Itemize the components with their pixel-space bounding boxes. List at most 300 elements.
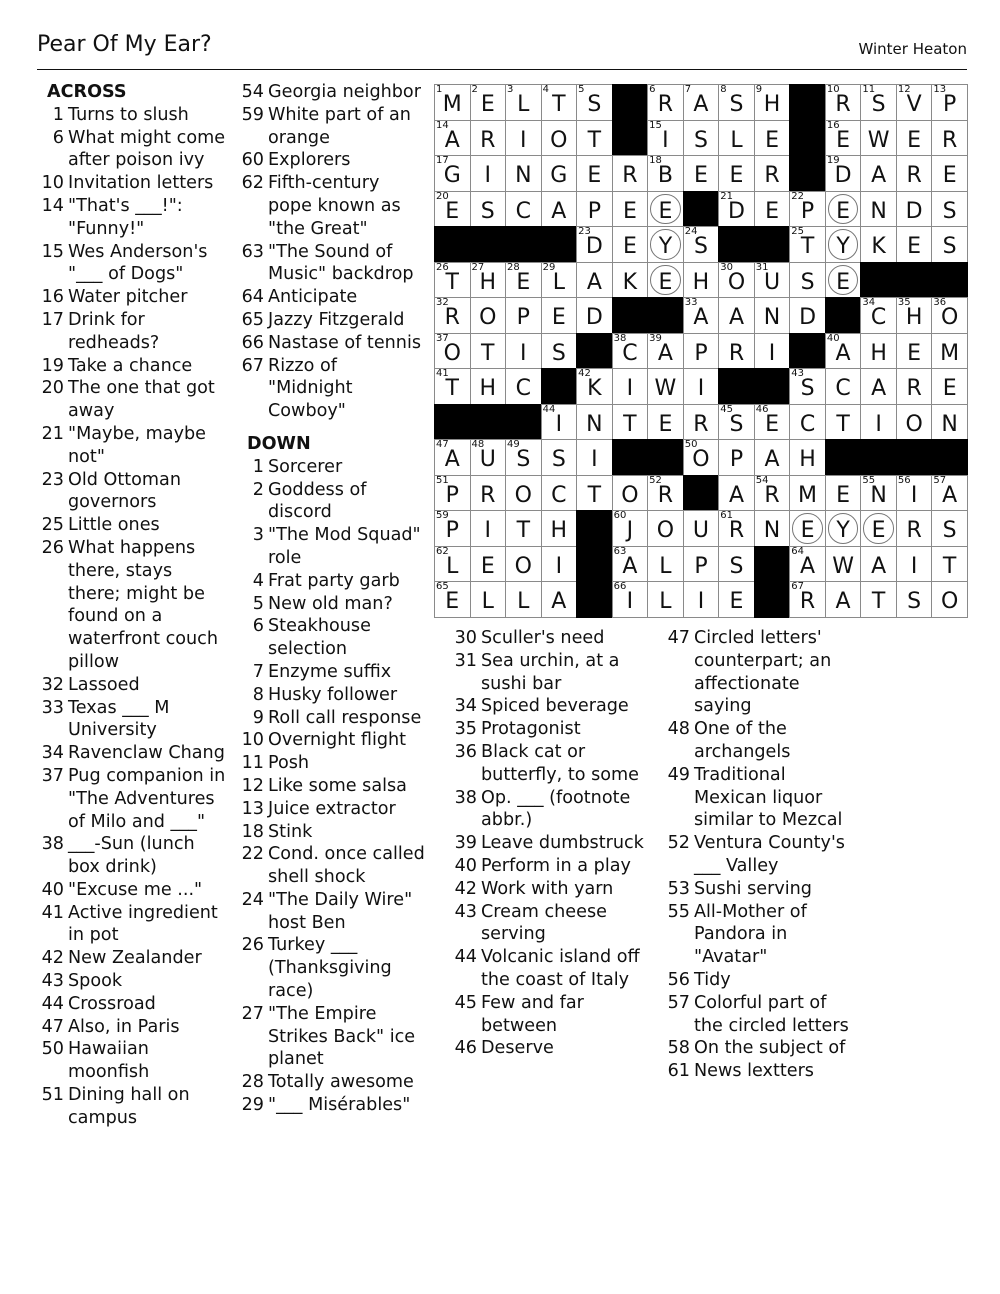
grid-cell[interactable] — [754, 191, 791, 228]
grid-cell[interactable] — [896, 581, 933, 618]
clue-item[interactable] — [237, 309, 427, 332]
grid-cell[interactable] — [718, 297, 755, 334]
grid-cell[interactable] — [612, 510, 649, 547]
cell-letter: A — [871, 163, 887, 189]
grid-cell[interactable] — [860, 475, 897, 512]
grid-cell[interactable] — [647, 333, 684, 370]
clue-item[interactable] — [37, 879, 229, 902]
grid-cell[interactable] — [860, 120, 897, 157]
grid-cell[interactable] — [647, 120, 684, 157]
grid-cell[interactable] — [505, 333, 542, 370]
grid-cell[interactable] — [683, 510, 720, 547]
clue-number: 66 — [241, 332, 264, 353]
grid-cell[interactable] — [718, 262, 755, 299]
grid-cell[interactable] — [718, 546, 755, 583]
grid-cell[interactable] — [647, 191, 684, 228]
grid-cell[interactable] — [789, 581, 826, 618]
grid-cell[interactable] — [683, 581, 720, 618]
grid-cell[interactable] — [718, 475, 755, 512]
grid-cell[interactable] — [434, 475, 471, 512]
grid-cell[interactable] — [896, 475, 933, 512]
grid-cell[interactable] — [612, 404, 649, 441]
clue-item[interactable] — [450, 650, 646, 696]
grid-cell[interactable] — [754, 155, 791, 192]
grid-cell[interactable] — [789, 475, 826, 512]
clue-item[interactable] — [37, 947, 229, 970]
clue-item[interactable] — [37, 241, 229, 287]
clue-item[interactable] — [37, 309, 229, 355]
cell-letter: R — [764, 163, 780, 189]
grid-cell[interactable] — [505, 546, 542, 583]
clue-item[interactable] — [237, 479, 427, 525]
clue-item[interactable] — [663, 1060, 855, 1083]
grid-cell[interactable] — [754, 120, 791, 157]
grid-cell[interactable] — [825, 333, 862, 370]
clue-item[interactable] — [37, 469, 229, 515]
clue-item[interactable] — [37, 423, 229, 469]
clue-item[interactable] — [450, 718, 646, 741]
clue-item[interactable] — [450, 627, 646, 650]
grid-cell[interactable] — [470, 333, 507, 370]
grid-cell[interactable] — [896, 155, 933, 192]
clue-item[interactable] — [237, 615, 427, 661]
grid-cell[interactable] — [541, 475, 578, 512]
grid-cell[interactable] — [825, 368, 862, 405]
grid-cell[interactable] — [576, 439, 613, 476]
clue-item[interactable] — [663, 718, 855, 764]
grid-cell[interactable] — [931, 581, 968, 618]
grid-cell[interactable] — [612, 475, 649, 512]
clue-item[interactable] — [450, 832, 646, 855]
grid-cell[interactable] — [470, 510, 507, 547]
grid-cell[interactable] — [789, 226, 826, 263]
grid-cell[interactable] — [576, 297, 613, 334]
clue-item[interactable] — [450, 901, 646, 947]
grid-cell[interactable] — [576, 120, 613, 157]
clue-item[interactable] — [37, 1038, 229, 1084]
grid-cell[interactable] — [825, 120, 862, 157]
clue-item[interactable] — [237, 355, 427, 423]
grid-cell[interactable] — [683, 84, 720, 121]
grid-cell[interactable] — [505, 191, 542, 228]
clue-item[interactable] — [237, 241, 427, 287]
clue-item[interactable] — [37, 993, 229, 1016]
grid-cell[interactable] — [541, 439, 578, 476]
grid-cell[interactable] — [825, 546, 862, 583]
grid-cell[interactable] — [683, 155, 720, 192]
grid-cell[interactable] — [683, 262, 720, 299]
grid-cell[interactable] — [825, 191, 862, 228]
clue-item[interactable] — [237, 752, 427, 775]
clue-text: Jazzy Fitzgerald — [268, 309, 405, 330]
grid-cell[interactable] — [647, 404, 684, 441]
grid-cell[interactable] — [434, 439, 471, 476]
clue-item[interactable] — [663, 969, 855, 992]
grid-cell[interactable] — [470, 368, 507, 405]
clue-item[interactable] — [450, 878, 646, 901]
clue-item[interactable] — [450, 695, 646, 718]
grid-cell[interactable] — [470, 262, 507, 299]
grid-cell[interactable] — [470, 475, 507, 512]
clue-number: 56 — [667, 969, 690, 990]
grid-cell[interactable] — [860, 581, 897, 618]
grid-cell[interactable] — [470, 581, 507, 618]
grid-cell[interactable] — [505, 475, 542, 512]
cell-letter: U — [763, 269, 781, 295]
cell-number: 14 — [436, 119, 449, 131]
grid-cell[interactable] — [683, 404, 720, 441]
clue-item[interactable] — [663, 992, 855, 1038]
clue-item[interactable] — [37, 674, 229, 697]
clue-item[interactable] — [450, 741, 646, 787]
grid-cell[interactable] — [576, 226, 613, 263]
grid-cell[interactable] — [647, 475, 684, 512]
clue-item[interactable] — [237, 1071, 427, 1094]
clue-item[interactable] — [37, 104, 229, 127]
grid-cell[interactable] — [434, 510, 471, 547]
grid-cell[interactable] — [718, 191, 755, 228]
cell-letter: E — [480, 553, 495, 579]
grid-cell[interactable] — [896, 226, 933, 263]
grid-cell[interactable] — [612, 191, 649, 228]
grid-cell[interactable] — [789, 510, 826, 547]
grid-cell[interactable] — [647, 368, 684, 405]
grid-cell[interactable] — [576, 155, 613, 192]
grid-cell[interactable] — [754, 439, 791, 476]
grid-cell[interactable] — [576, 475, 613, 512]
grid-cell[interactable] — [470, 297, 507, 334]
clue-item[interactable] — [237, 775, 427, 798]
grid-cell[interactable] — [612, 581, 649, 618]
cell-number: 49 — [507, 439, 520, 451]
grid-cell[interactable] — [505, 439, 542, 476]
grid-cell[interactable] — [718, 510, 755, 547]
grid-cell[interactable] — [541, 155, 578, 192]
clue-item[interactable] — [37, 127, 229, 173]
clue-item[interactable] — [450, 1037, 646, 1060]
grid-cell[interactable] — [434, 120, 471, 157]
clue-item[interactable] — [37, 286, 229, 309]
grid-cell[interactable] — [860, 191, 897, 228]
grid-cell[interactable] — [931, 155, 968, 192]
grid-cell[interactable] — [718, 120, 755, 157]
grid-cell[interactable] — [434, 84, 471, 121]
grid-cell[interactable] — [683, 546, 720, 583]
grid-cell[interactable] — [896, 546, 933, 583]
grid-cell[interactable] — [541, 404, 578, 441]
grid-cell[interactable] — [505, 262, 542, 299]
cell-letter: H — [550, 518, 568, 544]
clue-item[interactable] — [237, 524, 427, 570]
clue-item[interactable] — [37, 697, 229, 743]
grid-cell[interactable] — [576, 191, 613, 228]
grid-cell[interactable] — [825, 84, 862, 121]
grid-cell[interactable] — [754, 84, 791, 121]
clue-item[interactable] — [237, 707, 427, 730]
grid-cell[interactable] — [718, 581, 755, 618]
grid-cell[interactable] — [931, 333, 968, 370]
cell-letter: E — [907, 340, 922, 366]
grid-cell[interactable] — [718, 439, 755, 476]
cell-letter: O — [514, 482, 532, 508]
grid-cell[interactable] — [825, 475, 862, 512]
grid-cell[interactable] — [434, 191, 471, 228]
clue-item[interactable] — [37, 833, 229, 879]
grid-cell[interactable] — [789, 404, 826, 441]
grid-cell[interactable] — [896, 120, 933, 157]
grid-cell[interactable] — [470, 155, 507, 192]
grid-cell[interactable] — [931, 120, 968, 157]
grid-cell[interactable] — [825, 155, 862, 192]
grid-cell[interactable] — [896, 368, 933, 405]
grid-cell[interactable] — [647, 155, 684, 192]
grid-cell[interactable] — [683, 439, 720, 476]
grid-cell[interactable] — [860, 404, 897, 441]
clue-item[interactable] — [237, 889, 427, 935]
grid-cell[interactable] — [931, 191, 968, 228]
grid-cell[interactable] — [931, 546, 968, 583]
grid-cell[interactable] — [434, 155, 471, 192]
clue-item[interactable] — [450, 855, 646, 878]
cell-number: 41 — [436, 368, 449, 380]
grid-cell[interactable] — [683, 120, 720, 157]
grid-cell[interactable] — [825, 226, 862, 263]
clue-item[interactable] — [37, 902, 229, 948]
grid-cell[interactable] — [434, 262, 471, 299]
clue-item[interactable] — [663, 764, 855, 832]
grid-cell[interactable] — [647, 226, 684, 263]
grid-cell[interactable] — [470, 439, 507, 476]
clue-item[interactable] — [237, 1094, 427, 1117]
clue-item[interactable] — [237, 729, 427, 752]
grid-cell[interactable] — [896, 333, 933, 370]
cell-letter: L — [481, 589, 494, 615]
grid-cell[interactable] — [470, 191, 507, 228]
grid-cell[interactable] — [683, 368, 720, 405]
clue-item[interactable] — [37, 377, 229, 423]
grid-cell[interactable] — [931, 475, 968, 512]
clue-item[interactable] — [37, 195, 229, 241]
grid-cell[interactable] — [612, 262, 649, 299]
grid-cell[interactable] — [754, 404, 791, 441]
clue-text: Stink — [268, 821, 313, 842]
grid-cell[interactable] — [647, 546, 684, 583]
clue-item[interactable] — [237, 1003, 427, 1071]
clue-item[interactable] — [237, 570, 427, 593]
grid-cell[interactable] — [683, 333, 720, 370]
grid-cell[interactable] — [647, 84, 684, 121]
clue-item[interactable] — [450, 946, 646, 992]
clue-item[interactable] — [237, 172, 427, 240]
grid-cell[interactable] — [860, 226, 897, 263]
grid-cell[interactable] — [434, 581, 471, 618]
grid-cell[interactable] — [470, 84, 507, 121]
clue-item[interactable] — [37, 355, 229, 378]
clue-item[interactable] — [450, 787, 646, 833]
grid-cell[interactable] — [576, 262, 613, 299]
grid-cell[interactable] — [505, 297, 542, 334]
grid-cell[interactable] — [434, 546, 471, 583]
cell-number: 26 — [436, 261, 449, 273]
grid-cell[interactable] — [860, 297, 897, 334]
grid-cell[interactable] — [896, 404, 933, 441]
grid-cell[interactable] — [860, 510, 897, 547]
grid-cell[interactable] — [505, 120, 542, 157]
grid-cell[interactable] — [931, 510, 968, 547]
clue-item[interactable] — [237, 81, 427, 104]
grid-cell[interactable] — [647, 581, 684, 618]
grid-cell[interactable] — [434, 297, 471, 334]
grid-cell[interactable] — [931, 297, 968, 334]
grid-cell[interactable] — [541, 297, 578, 334]
grid-block — [576, 333, 613, 370]
clue-item[interactable] — [37, 514, 229, 537]
grid-cell[interactable] — [612, 546, 649, 583]
grid-cell[interactable] — [541, 546, 578, 583]
grid-cell[interactable] — [647, 510, 684, 547]
grid-cell[interactable] — [541, 84, 578, 121]
grid-cell[interactable] — [612, 368, 649, 405]
grid-cell[interactable] — [931, 404, 968, 441]
grid-cell[interactable] — [789, 297, 826, 334]
grid-cell[interactable] — [434, 368, 471, 405]
cell-letter: K — [622, 269, 638, 295]
grid-cell[interactable] — [541, 333, 578, 370]
grid-cell[interactable] — [541, 510, 578, 547]
grid-cell[interactable] — [931, 368, 968, 405]
clue-item[interactable] — [237, 934, 427, 1002]
clue-item[interactable] — [37, 742, 229, 765]
grid-cell[interactable] — [825, 581, 862, 618]
clue-item[interactable] — [663, 1037, 855, 1060]
grid-cell[interactable] — [931, 226, 968, 263]
cell-letter: P — [587, 198, 601, 224]
grid-cell[interactable] — [541, 262, 578, 299]
grid-cell[interactable] — [718, 404, 755, 441]
grid-cell[interactable] — [541, 581, 578, 618]
grid-cell[interactable] — [505, 155, 542, 192]
cell-number: 10 — [826, 84, 840, 95]
grid-cell[interactable] — [825, 262, 862, 299]
grid-cell[interactable] — [789, 262, 826, 299]
grid-cell[interactable] — [825, 510, 862, 547]
grid-cell[interactable] — [576, 84, 613, 121]
clue-column-1 — [37, 81, 229, 1130]
grid-cell[interactable] — [754, 297, 791, 334]
cell-letter: G — [443, 163, 461, 189]
grid-cell[interactable] — [434, 333, 471, 370]
clue-item[interactable] — [663, 878, 855, 901]
grid-cell[interactable] — [754, 262, 791, 299]
clue-item[interactable] — [37, 1084, 229, 1130]
clue-item[interactable] — [37, 172, 229, 195]
cell-letter: E — [800, 518, 815, 544]
clue-number: 39 — [454, 833, 477, 854]
clue-item[interactable] — [237, 593, 427, 616]
grid-cell[interactable] — [470, 120, 507, 157]
grid-cell[interactable] — [718, 333, 755, 370]
clue-text: Also, in Paris — [68, 1016, 180, 1037]
cell-letter: S — [729, 411, 744, 437]
grid-cell[interactable] — [896, 510, 933, 547]
grid-cell[interactable] — [789, 546, 826, 583]
clue-item[interactable] — [237, 798, 427, 821]
clue-item[interactable] — [237, 843, 427, 889]
grid-cell[interactable] — [754, 510, 791, 547]
grid-cell[interactable] — [789, 191, 826, 228]
grid-cell[interactable] — [754, 475, 791, 512]
clue-item[interactable] — [237, 684, 427, 707]
clue-item[interactable] — [663, 627, 855, 718]
cell-number: 59 — [436, 510, 449, 522]
grid-cell[interactable] — [860, 84, 897, 121]
cell-letter: T — [942, 553, 957, 579]
grid-cell[interactable] — [860, 368, 897, 405]
grid-cell[interactable] — [825, 404, 862, 441]
grid-cell[interactable] — [470, 546, 507, 583]
grid-cell[interactable] — [505, 84, 542, 121]
grid-cell[interactable] — [612, 226, 649, 263]
clue-item[interactable] — [450, 992, 646, 1038]
cell-number: 50 — [684, 439, 698, 451]
grid-cell[interactable] — [683, 226, 720, 263]
grid-cell[interactable] — [860, 155, 897, 192]
clue-item[interactable] — [237, 332, 427, 355]
grid-cell[interactable] — [541, 120, 578, 157]
clue-item[interactable] — [237, 286, 427, 309]
clue-item[interactable] — [37, 765, 229, 833]
grid-cell[interactable] — [789, 368, 826, 405]
clue-item[interactable] — [237, 149, 427, 172]
grid-cell[interactable] — [576, 368, 613, 405]
grid-cell[interactable] — [612, 333, 649, 370]
clue-item[interactable] — [237, 104, 427, 150]
grid-cell[interactable] — [789, 439, 826, 476]
clue-text: Deserve — [481, 1038, 554, 1059]
grid-cell[interactable] — [612, 155, 649, 192]
grid-cell[interactable] — [718, 84, 755, 121]
grid-cell[interactable] — [718, 155, 755, 192]
grid-cell[interactable] — [896, 297, 933, 334]
clue-item[interactable] — [37, 970, 229, 993]
grid-cell[interactable] — [860, 546, 897, 583]
grid-cell[interactable] — [647, 262, 684, 299]
grid-cell[interactable] — [505, 510, 542, 547]
grid-cell[interactable] — [896, 191, 933, 228]
cell-number: 28 — [507, 261, 520, 273]
cell-letter: L — [517, 589, 530, 615]
clue-number: 63 — [241, 241, 264, 262]
grid-cell[interactable] — [505, 368, 542, 405]
clue-item[interactable] — [37, 537, 229, 674]
grid-cell[interactable] — [754, 333, 791, 370]
grid-cell[interactable] — [931, 84, 968, 121]
clue-item[interactable] — [663, 832, 855, 878]
clue-item[interactable] — [663, 901, 855, 969]
grid-cell[interactable] — [541, 191, 578, 228]
clue-item[interactable] — [237, 821, 427, 844]
grid-cell[interactable] — [576, 404, 613, 441]
clue-item[interactable] — [237, 661, 427, 684]
grid-cell[interactable] — [505, 581, 542, 618]
clue-item[interactable] — [237, 456, 427, 479]
grid-cell[interactable] — [860, 333, 897, 370]
grid-block — [683, 191, 720, 228]
grid-cell[interactable] — [896, 84, 933, 121]
cell-letter: M — [442, 92, 462, 117]
grid-cell[interactable] — [683, 297, 720, 334]
clue-item[interactable] — [37, 1016, 229, 1039]
